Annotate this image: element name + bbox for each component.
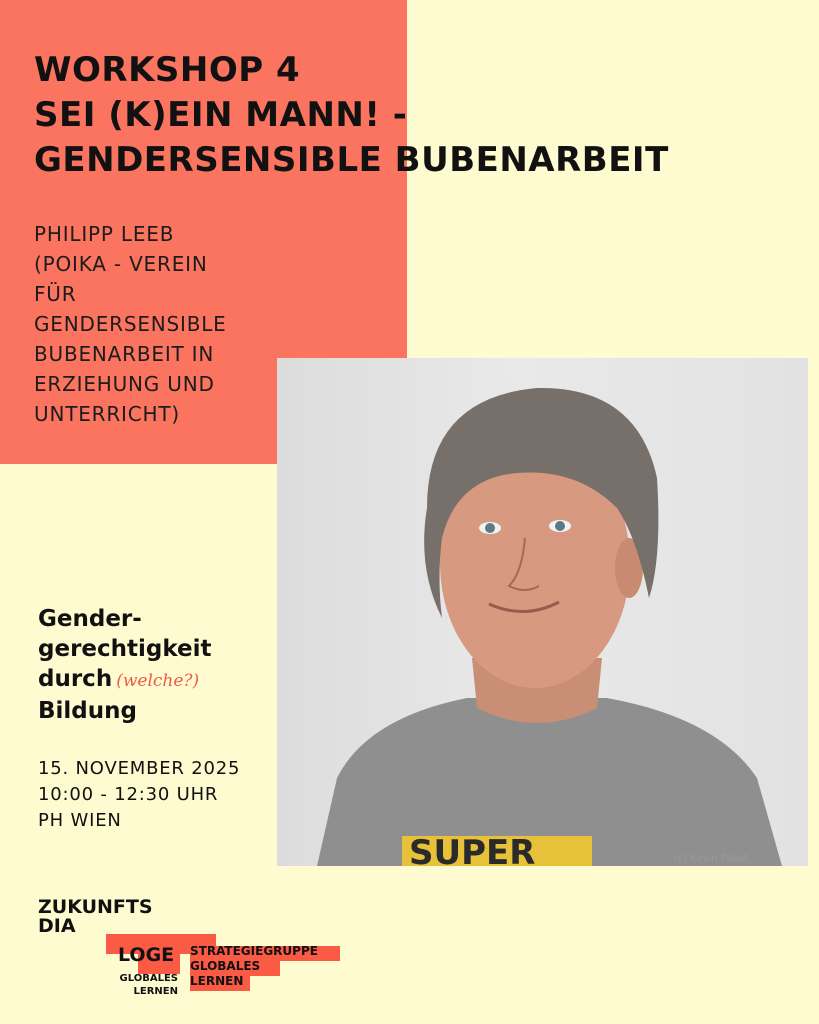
conference-line-3 [38,664,278,696]
logo-subtext [106,972,178,998]
logo-text-zukunfts: ZUKUNFTS [38,896,153,918]
strategie-line: GLOBALES [190,959,261,973]
event-details [38,756,240,834]
shirt-text: SUPER [409,833,536,866]
speaker-line: (POIKA - VEREIN [34,252,208,276]
strategiegruppe-logo [190,944,350,1000]
conference-line-2: gerechtigkeit [38,636,212,662]
title-line-1: WORKSHOP 4 [34,50,301,90]
conference-line-4: Bildung [38,698,137,724]
speaker-line: ERZIEHUNG UND [34,372,215,396]
logo-text-lernen: LERNEN [133,986,178,997]
speaker-line: BUBENARBEIT IN [34,342,215,366]
event-location: PH WIEN [38,810,122,831]
conference-accent: (welche?) [116,671,200,691]
speaker-line: UNTERRICHT) [34,402,180,426]
photo-credit: (c) Kevin Pabst [673,853,748,864]
speaker-photo [277,358,808,866]
speaker-info [34,219,274,429]
conference-title [38,604,278,726]
conference-line-1: Gender- [38,606,142,632]
logo-text-dia: DIA [38,915,76,937]
zukunftsdialoge-logo [38,898,188,998]
title-line-2: SEI (K)EIN MANN! - [34,95,408,135]
event-time: 10:00 - 12:30 UHR [38,784,219,805]
portrait-illustration [277,358,808,866]
title-line-3: GENDERSENSIBLE BUBENARBEIT [34,140,669,180]
strategie-line: LERNEN [190,974,244,988]
speaker-line: PHILIPP LEEB [34,222,175,246]
conference-word: durch [38,666,113,692]
event-date: 15. NOVEMBER 2025 [38,758,241,779]
workshop-title [34,48,804,183]
logo-text-loge: LOGE [118,944,175,966]
speaker-line: FÜR [34,282,77,306]
speaker-line: GENDERSENSIBLE [34,312,227,336]
logo-text-globales: GLOBALES [119,973,178,984]
strategie-text [190,944,318,989]
strategie-line: STRATEGIEGRUPPE [190,944,318,958]
